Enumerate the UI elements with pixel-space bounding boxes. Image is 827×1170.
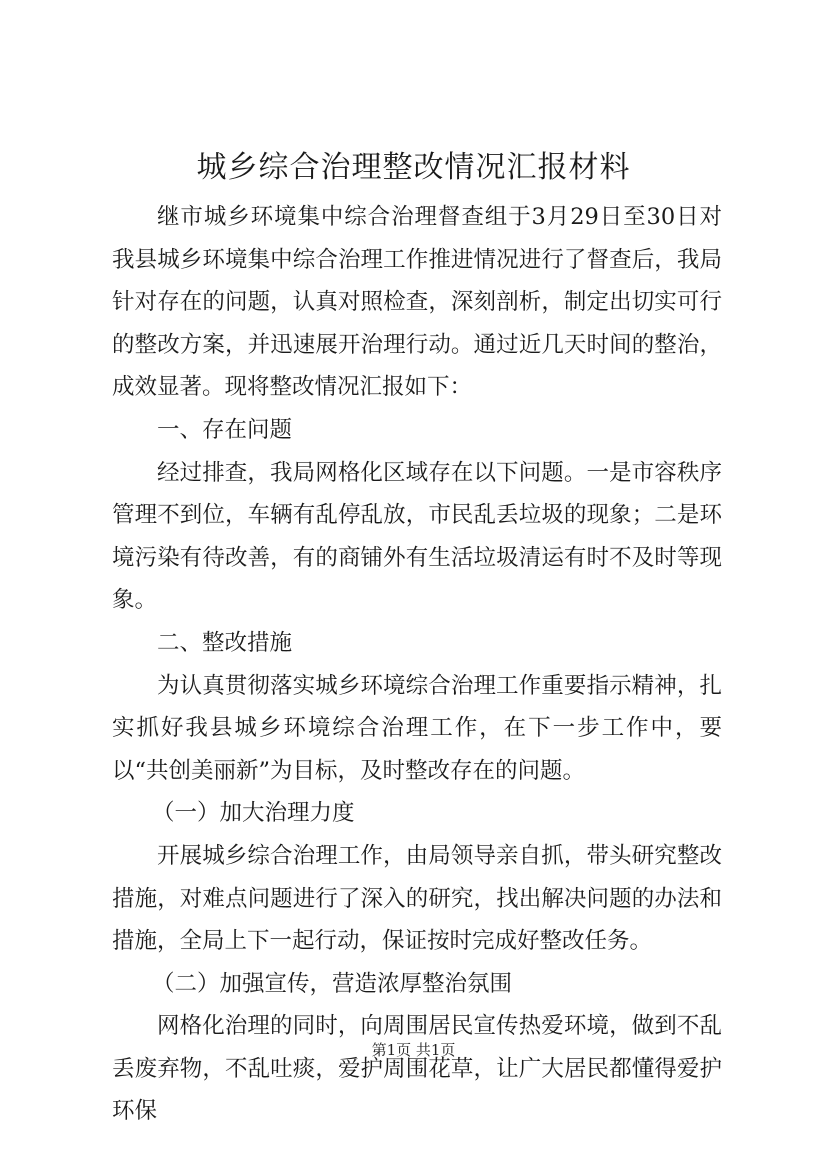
section-heading-measures: 二、整改措施 bbox=[157, 629, 293, 656]
subsection-heading-governance: （一）加大治理力度 bbox=[152, 800, 355, 827]
page-number-footer: 第1页 共1页 bbox=[371, 1041, 456, 1059]
problems-paragraph: 经过排查，我局网格化区域存在以下问题。一是市容秩序管理不到位，车辆有乱停乱放，市民乱丢垃圾的现象；二是环境污染有待改善，有的商铺外有生活垃圾清运有时不及时等现象。 bbox=[112, 459, 722, 614]
intro-paragraph: 继市城乡环境集中综合治理督查组于3月29日至30日对我县城乡环境集中综合治理工作推进情况进行了督查后，我局针对存在的问题，认真对照检查，深刻剖析，制定出切实可行的整改方案，并迅速展开治理行动。通过近几天时间的整治，成效显著。现将整改情况汇报如下： bbox=[112, 204, 722, 401]
subsection-heading-publicity: （二）加强宣传，营造浓厚整治氛围 bbox=[152, 970, 513, 997]
document-title: 城乡综合治理整改情况汇报材料 bbox=[196, 150, 631, 185]
document-body bbox=[112, 196, 722, 1133]
governance-paragraph: 开展城乡综合治理工作，由局领导亲自抓，带头研究整改措施，对难点问题进行了深入的研究，找出解决问题的办法和措施，全局上下一起行动，保证按时完成好整改任务。 bbox=[112, 842, 722, 955]
publicity-paragraph: 网格化治理的同时，向周围居民宣传热爱环境，做到不乱丢废弃物，不乱吐痰，爱护周围花草，让广大居民都懂得爱护环保 bbox=[112, 1013, 722, 1125]
section-heading-problems: 一、存在问题 bbox=[157, 416, 293, 443]
measures-paragraph: 为认真贯彻落实城乡环境综合治理工作重要指示精神，扎实抓好我县城乡环境综合治理工作，在下一步工作中，要以“共创美丽新”为目标，及时整改存在的问题。 bbox=[112, 672, 722, 784]
